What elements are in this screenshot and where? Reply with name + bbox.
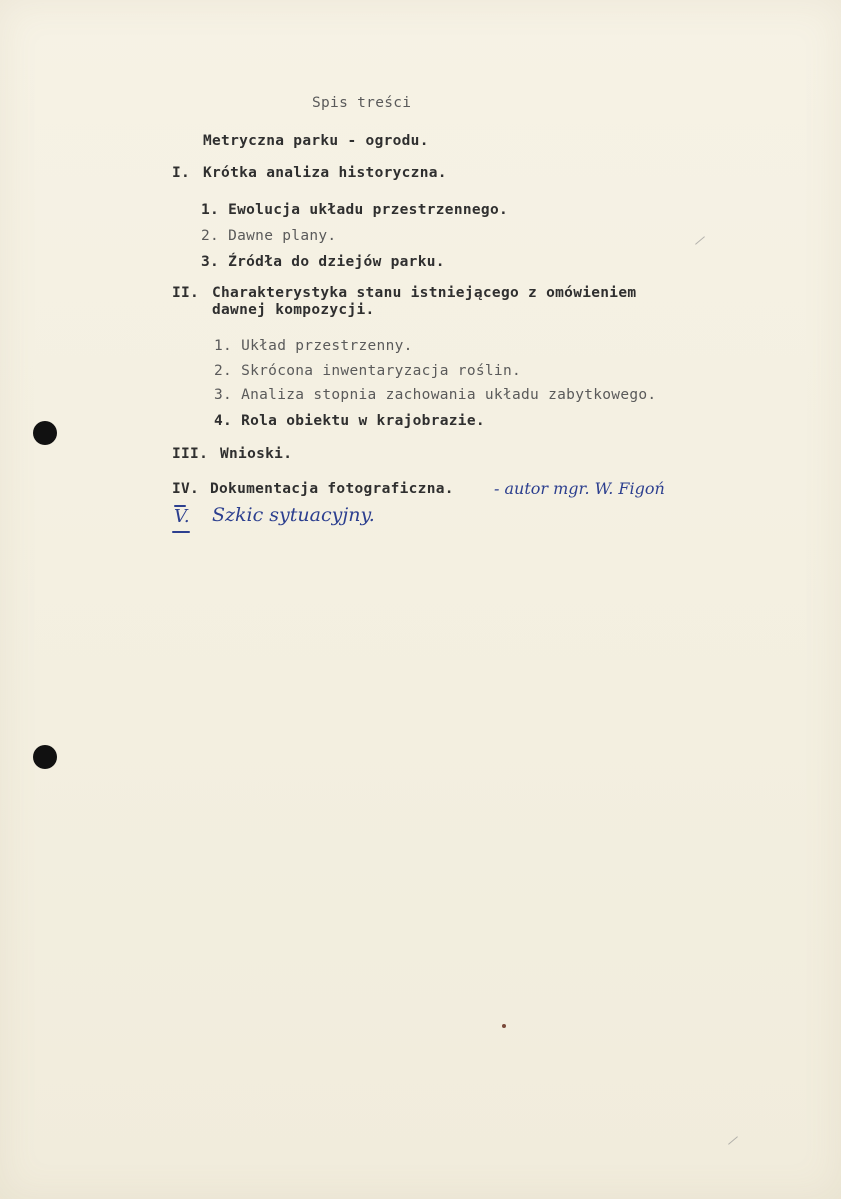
- toc-item: 1. Ewolucja układu przestrzennego.: [201, 202, 509, 218]
- section-number: I.: [172, 165, 191, 181]
- toc-item: 2. Skrócona inwentaryzacja roślin.: [214, 363, 522, 379]
- document-subtitle: Metryczna parku - ogrodu.: [203, 133, 429, 149]
- section-heading: Charakterystyka stanu istniejącego z omówieniem: [212, 285, 637, 301]
- section-number: II.: [172, 285, 200, 301]
- toc-item: 3. Analiza stopnia zachowania układu zabytkowego.: [214, 387, 657, 403]
- handwritten-note: - autor mgr. W. Figoń: [494, 479, 665, 498]
- section-heading: Dokumentacja fotograficzna.: [210, 481, 454, 497]
- section-heading: Krótka analiza historyczna.: [203, 165, 447, 181]
- section-heading-continued: dawnej kompozycji.: [212, 302, 375, 318]
- handwritten-section-heading: Szkic sytuacyjny.: [212, 504, 375, 526]
- ink-speck: [502, 1024, 506, 1028]
- punch-hole-top: [33, 421, 57, 445]
- punch-hole-bottom: [33, 745, 57, 769]
- section-number: V.: [174, 506, 190, 527]
- toc-item: 2. Dawne plany.: [201, 228, 337, 244]
- section-number: IV.: [172, 481, 200, 497]
- pencil-mark: [695, 236, 705, 244]
- section-number: III.: [172, 446, 209, 462]
- handwritten-overline: [174, 505, 186, 507]
- section-heading: Wnioski.: [220, 446, 293, 462]
- toc-item: 3. Źródła do dziejów parku.: [201, 254, 445, 270]
- toc-item: 4. Rola obiektu w krajobrazie.: [214, 413, 485, 429]
- page-title: Spis treści: [312, 95, 412, 111]
- handwritten-underline: [172, 531, 190, 533]
- pencil-mark: [728, 1136, 738, 1144]
- toc-item: 1. Układ przestrzenny.: [214, 338, 413, 354]
